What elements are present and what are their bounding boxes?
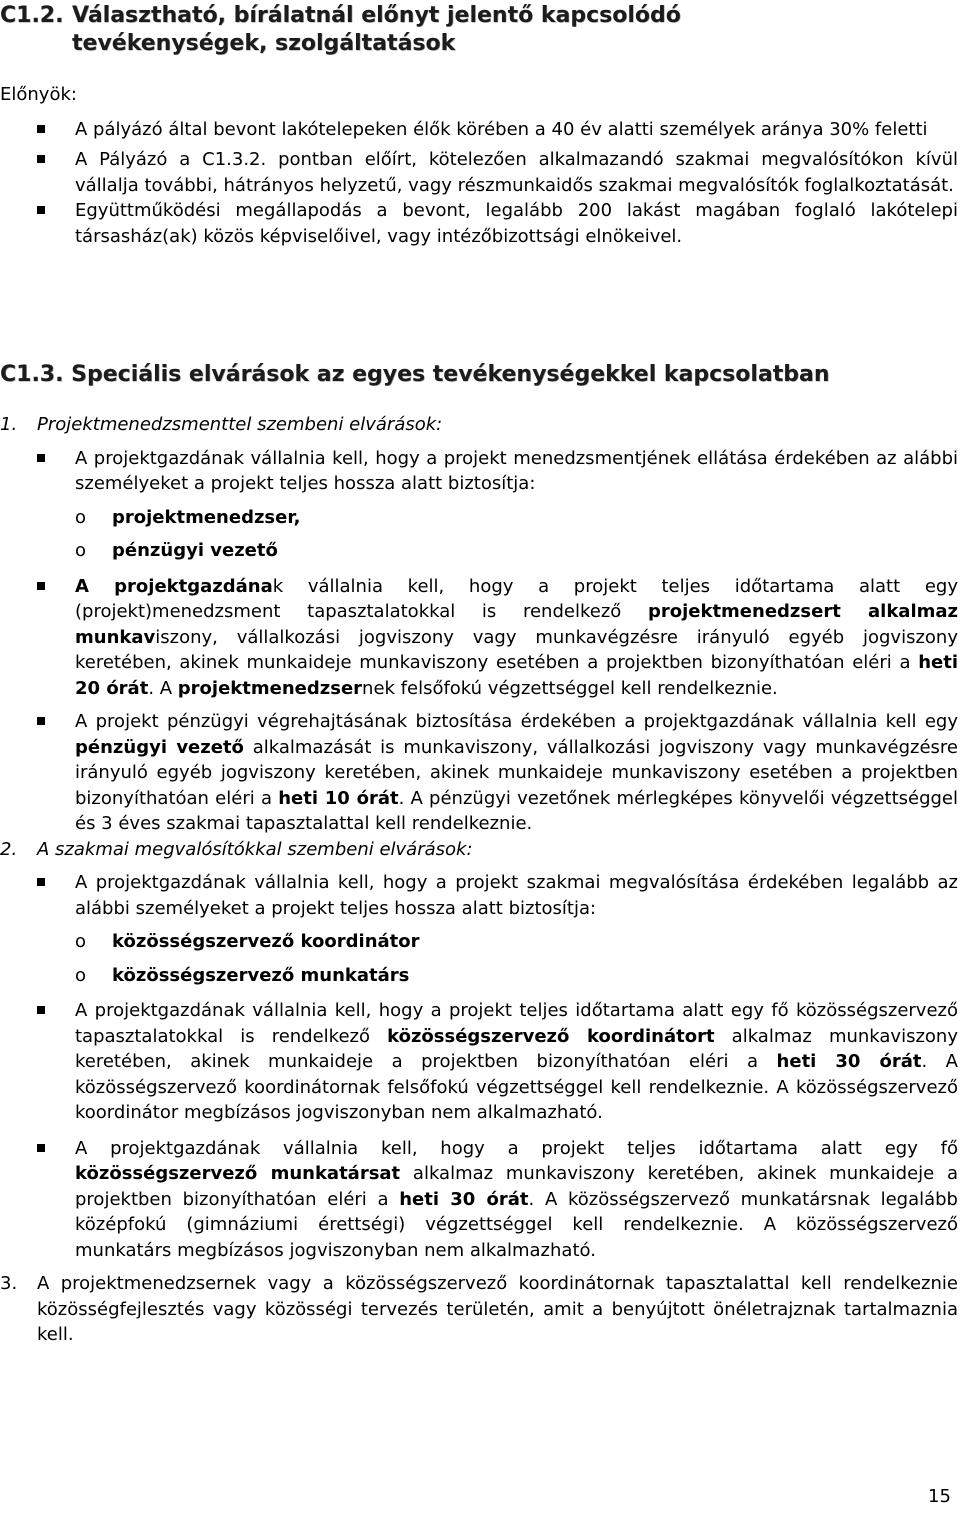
square-bullet-icon <box>37 125 45 133</box>
requirement-heading-2: 2. A szakmai megvalósítókkal szembeni elvárások: <box>0 838 473 860</box>
requirement-bullet: A projektgazdának vállalnia kell, hogy a projekt teljes időtartama alatt egy (projekt)menedzsment tapasztalatokkal is rendelkező projektmenedzsert alkalmaz munkaviszony, vállalkozási jogviszony vagy munkavégzésre irányuló egyéb jogviszony keretében, akinek munkaideje munkaviszony esetében a projektben bizonyíthatóan eléri a heti 20 órát. A projektmenedzsernek felsőfokú végzettséggel kell rendelkeznie. <box>0 574 958 702</box>
square-bullet-icon <box>37 717 45 725</box>
section-title: Speciális elvárások az egyes tevékenységekkel kapcsolatban <box>71 362 830 387</box>
section-number: C1.3. <box>0 362 64 387</box>
advantage-item: A Pályázó a C1.3.2. pontban előírt, kötelezően alkalmazandó szakmai megvalósítókon kívül vállalja további, hátrányos helyzetű, vagy részmunkaidős szakmai megvalósítók foglalkoztatását. <box>0 147 958 198</box>
square-bullet-icon <box>37 1006 45 1014</box>
section-heading-c1-3 <box>0 361 958 389</box>
list-item: o pénzügyi vezető <box>0 538 958 564</box>
square-bullet-icon <box>37 878 45 886</box>
square-bullet-icon <box>37 155 45 163</box>
section-title-line-1: Választható, bírálatnál előnyt jelentő kapcsolódó <box>72 3 681 28</box>
list-item: o közösségszervező munkatárs <box>0 963 958 989</box>
advantage-item: A pályázó által bevont lakótelepeken élők körében a 40 év alatti személyek aránya 30% feletti <box>0 117 958 143</box>
section-heading-c1-2 <box>0 2 958 58</box>
list-item: o projektmenedzser, <box>0 505 958 531</box>
list-item: o közösségszervező koordinátor <box>0 929 958 955</box>
requirement-bullet: A projekt pénzügyi végrehajtásának biztosítása érdekében a projektgazdának vállalnia kell egy pénzügyi vezető alkalmazását is munkaviszony, vállalkozási jogviszony vagy munkavégzésre irányuló egyéb jogviszony keretében, akinek munkaideje munkaviszony esetében a projektben bizonyíthatóan eléri a heti 10 órát. A pénzügyi vezetőnek mérlegképes könyvelői végzettséggel és 3 éves szakmai tapasztalattal kell rendelkeznie. <box>0 709 958 837</box>
circle-bullet-icon: o <box>75 964 87 986</box>
square-bullet-icon <box>37 1144 45 1152</box>
requirement-bullet: A projektgazdának vállalnia kell, hogy a projekt menedzsmentjének ellátása érdekében az alábbi személyeket a projekt teljes hossza alatt biztosítja: <box>0 446 958 497</box>
square-bullet-icon <box>37 454 45 462</box>
requirement-bullet: A projektgazdának vállalnia kell, hogy a projekt teljes időtartama alatt egy fő közösségszervező tapasztalatokkal is rendelkező közösségszervező koordinátort alkalmaz munkaviszony keretében, akinek munkaideje a projektben bizonyíthatóan eléri a heti 30 órát. A közösségszervező koordinátornak felsőfokú végzettséggel kell rendelkeznie. A közösségszervező koordinátor megbízásos jogviszonyban nem alkalmazható. <box>0 998 958 1126</box>
requirements-section <box>0 412 958 1348</box>
circle-bullet-icon: o <box>75 506 87 528</box>
page-number: 15 <box>928 1486 951 1507</box>
requirement-bullet: A projektgazdának vállalnia kell, hogy a projekt teljes időtartama alatt egy fő közösségszervező munkatársat alkalmaz munkaviszony keretében, akinek munkaideje a projektben bizonyíthatóan eléri a heti 30 órát. A közösségszervező munkatársnak legalább középfokú (gimnáziumi érettségi) végzettséggel kell rendelkeznie. A közösségszervező munkatárs megbízásos jogviszonyban nem alkalmazható. <box>0 1136 958 1264</box>
requirement-bullet: A projektgazdának vállalnia kell, hogy a projekt szakmai megvalósítása érdekében legalább az alábbi személyeket a projekt teljes hossza alatt biztosítja: <box>0 870 958 921</box>
advantages-section <box>0 82 958 249</box>
section-title-line-2: tevékenységek, szolgáltatások <box>72 31 456 56</box>
advantage-item: Együttműködési megállapodás a bevont, legalább 200 lakást magában foglaló lakótelepi társasház(ak) közös képviselőivel, vagy intézőbizottsági elnökeivel. <box>0 198 958 249</box>
requirement-heading-1: 1. Projektmenedzsmenttel szembeni elvárások: <box>0 414 443 435</box>
square-bullet-icon <box>37 582 45 590</box>
section-number: C1.2. <box>0 3 64 28</box>
circle-bullet-icon: o <box>75 540 87 561</box>
square-bullet-icon <box>37 206 45 214</box>
requirement-item-3: 3. A projektmenedzsernek vagy a közösségszervező koordinátornak tapasztalattal kell rendelkeznie közösségfejlesztés vagy közösségi tervezés területén, amit a benyújtott önéletrajznak tartalmaznia kell. <box>0 1273 958 1345</box>
advantages-label: Előnyök: <box>0 84 77 105</box>
circle-bullet-icon: o <box>75 931 87 952</box>
